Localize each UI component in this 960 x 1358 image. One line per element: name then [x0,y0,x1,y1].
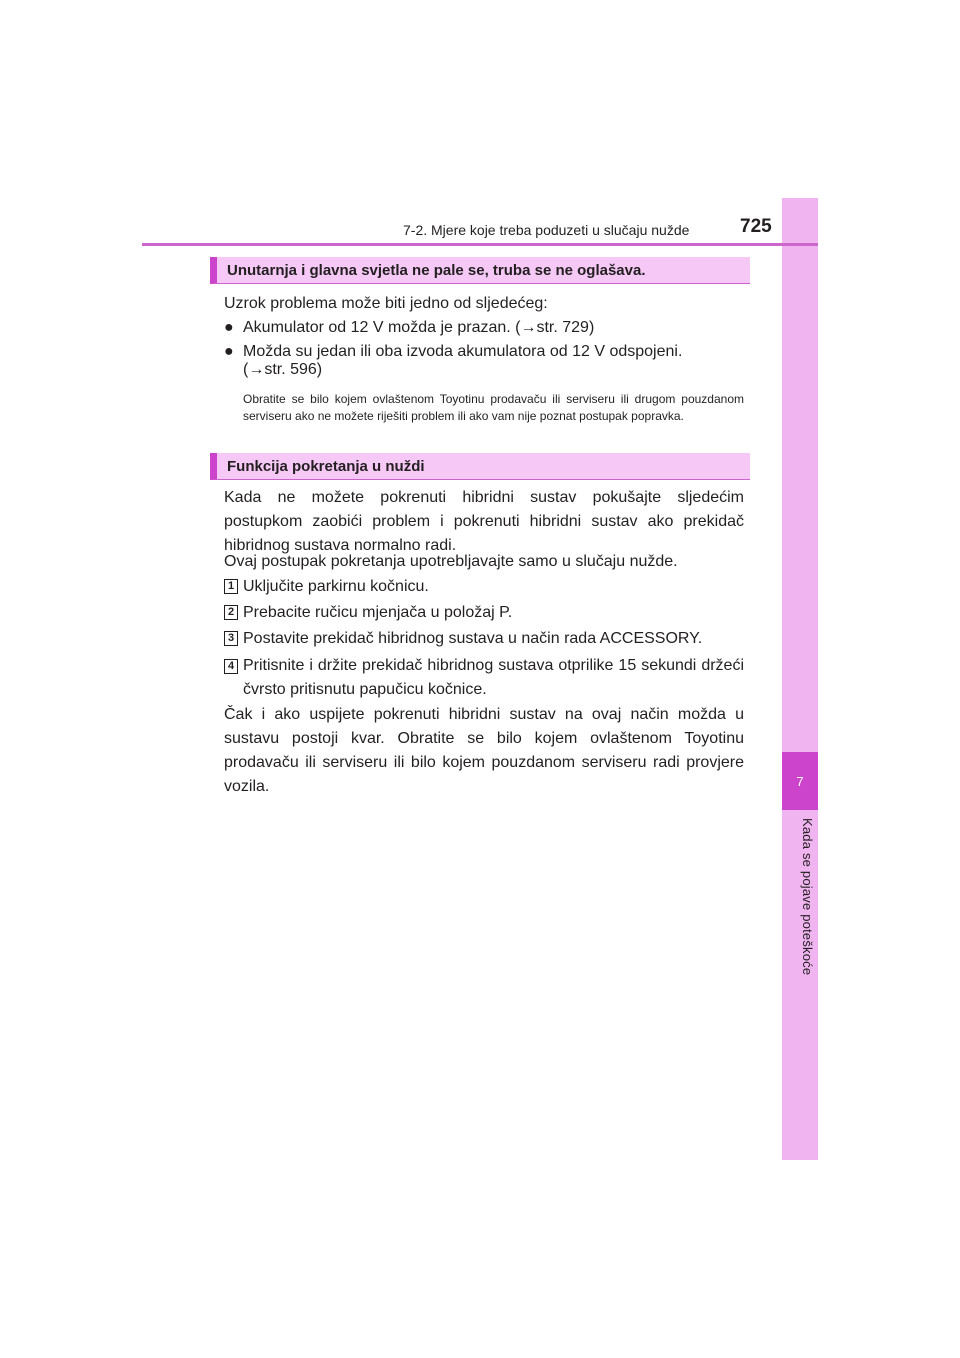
bullet-text: Možda su jedan ili oba izvoda akumulatora od 12 V odspojeni. [243,343,683,360]
note-text: Obratite se bilo kojem ovlaštenom Toyotinu prodavaču ili serviseru ili drugom pouzdanom serviseru ako ne možete riješiti problem ili ako vam nije poznat postupak popravka. [243,392,744,423]
section-heading-emergency-start: Funkcija pokretanja u nuždi [210,453,750,480]
bullet-text: Akumulator od 12 V možda je prazan. (→str. 729) [243,319,595,336]
list-item [224,316,744,340]
section1-intro: Uzrok problema može biti jedno od sljedećeg: [224,295,548,312]
bullet-icon: ● [224,343,234,360]
step-number-badge: 1 [224,579,238,594]
section-heading-lights: Unutarnja i glavna svjetla ne pale se, truba se ne oglašava. [210,257,750,284]
list-item-continuation [224,358,744,382]
step-text: Prebacite ručicu mjenjača u položaj P. [243,604,513,621]
step-number-badge: 2 [224,605,238,620]
chapter-side-tab [782,198,818,1160]
step-number-badge: 4 [224,659,238,674]
step-number-badge: 3 [224,631,238,646]
page-number: 725 [740,216,772,237]
section2-closing: Čak i ako uspijete pokrenuti hibridni sustav na ovaj način možda u sustavu postoji kvar. Obratite se bilo kojem ovlaštenom Toyotinu prodavaču ili serviseru ili bilo kojem pouzdanom serviseru radi provjere vozila. [224,706,744,795]
step-text: Postavite prekidač hibridnog sustava u način rada ACCESSORY. [243,630,703,647]
chapter-number-badge: 7 [782,752,818,810]
header-divider [142,243,818,246]
bullet-icon: ● [224,319,234,336]
step-text: Pritisnite i držite prekidač hibridnog sustava otprilike 15 sekundi držeći čvrsto pritisnutu papučicu kočnice. [243,657,744,698]
running-header: 7-2. Mjere koje treba poduzeti u slučaju nužde [403,222,690,238]
step-text: Uključite parkirnu kočnicu. [243,578,429,595]
section2-intro: Kada ne možete pokrenuti hibridni sustav pokušajte sljedećim postupkom zaobići problem i pokrenuti hibridni sustav ako prekidač hibridnog sustava normalno radi. [224,489,744,554]
chapter-title-vertical: Kada se pojave poteškoće [800,818,815,976]
bullet-text: (→str. 596) [243,361,323,378]
section2-intro-note: Ovaj postupak pokretanja upotrebljavajte samo u slučaju nužde. [224,553,678,570]
